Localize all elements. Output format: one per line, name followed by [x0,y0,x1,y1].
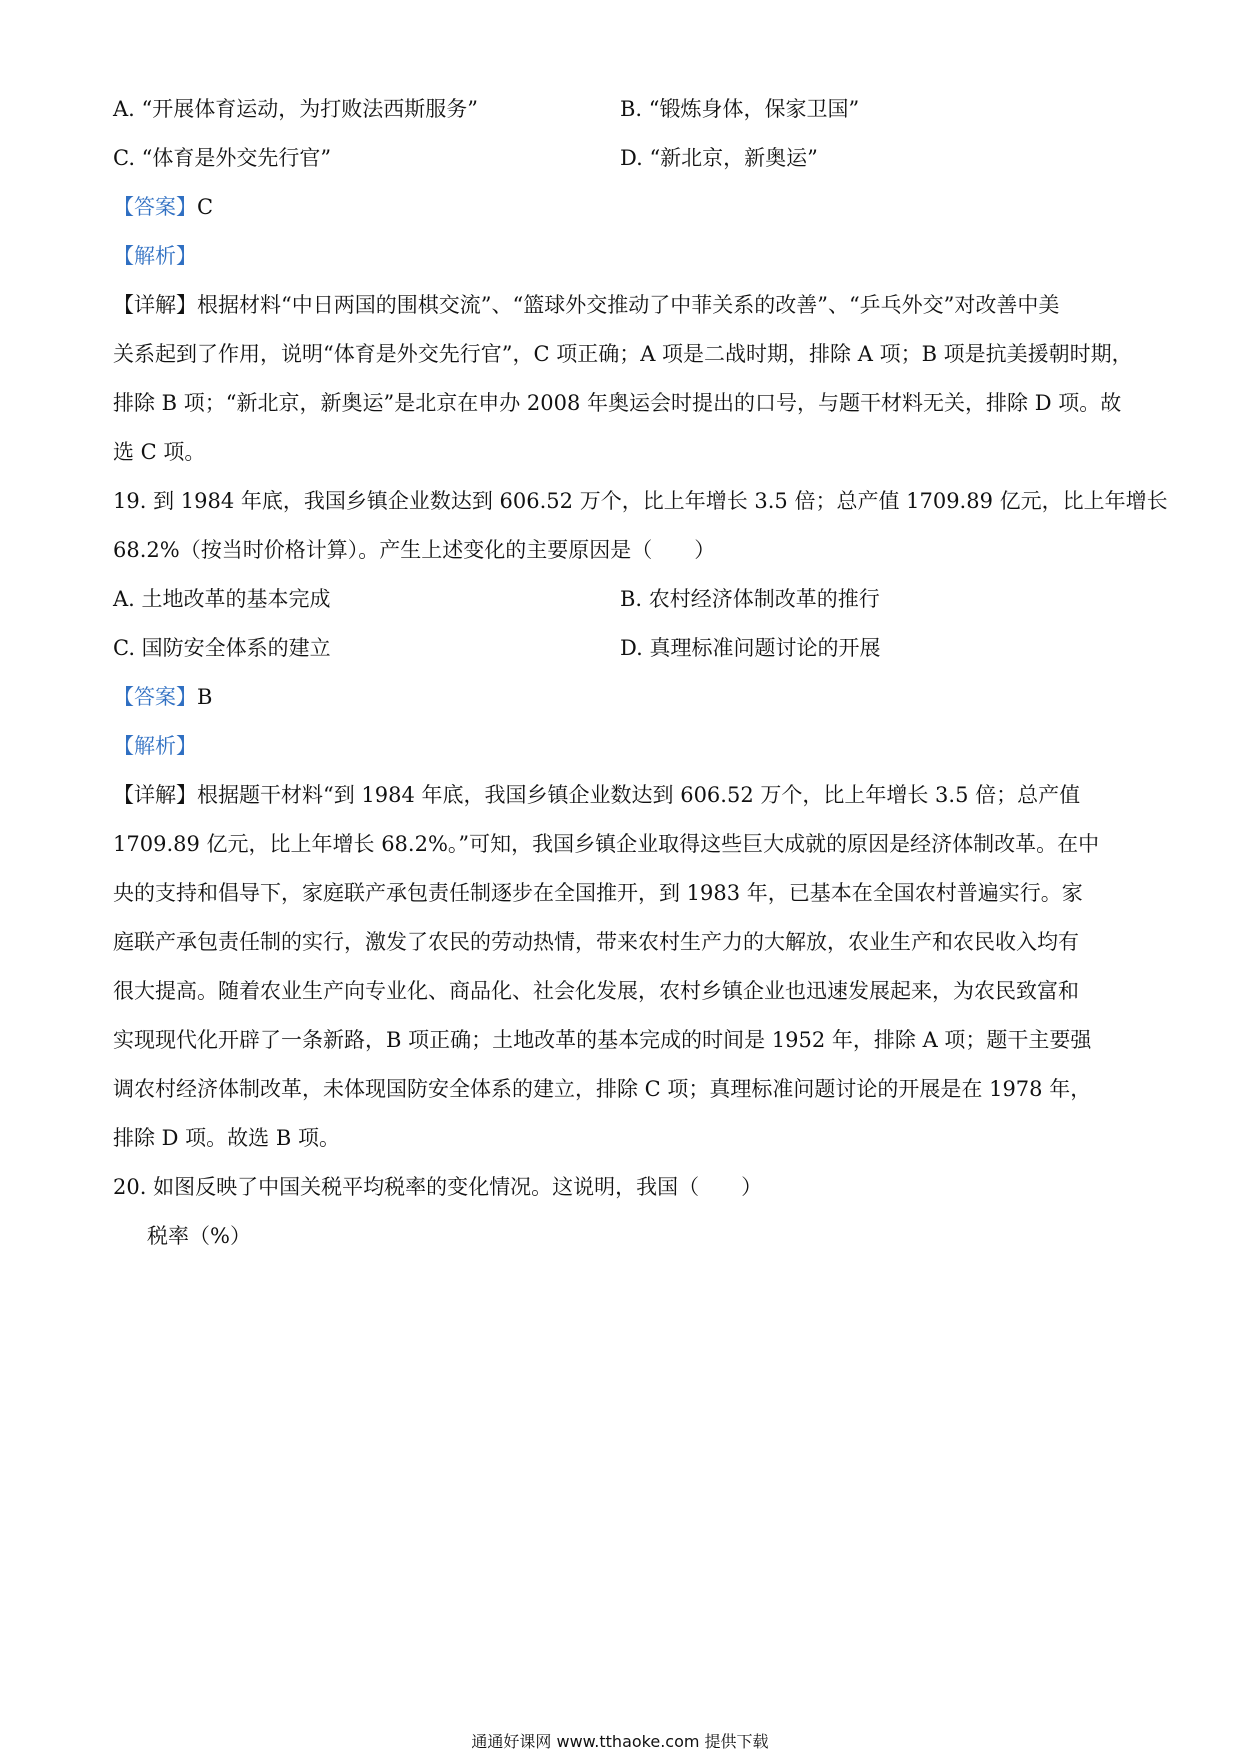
q18-analysis [113,242,1133,270]
q19-detail-line: 调农村经济体制改革，未体现国防安全体系的建立，排除 C 项；真理标准问题讨论的开展是在 1978 年， [113,1077,1092,1101]
q18-option-d: D. “新北京，新奥运” [620,146,818,170]
q18-detail-line: 关系起到了作用，说明“体育是外交先行官”，C 项正确；A 项是二战时期，排除 A 项；B 项是抗美援朝时期， [113,342,1133,366]
q19-option-c: C. 国防安全体系的建立 [113,636,331,660]
q18-detail-line: 选 C 项。 [113,440,206,464]
q19-detail-line: 庭联产承包责任制的实行，激发了农民的劳动热情，带来农村生产力的大解放，农业生产和农民收入均有 [113,930,1079,954]
q19-answer [113,683,1133,711]
answer-value: B [197,685,213,709]
q19-stem-line: 19. 到 1984 年底，我国乡镇企业数达到 606.52 万个，比上年增长 3.5 倍；总产值 1709.89 亿元，比上年增长 [113,489,1168,513]
q20-stem: 20. 如图反映了中国关税平均税率的变化情况。这说明，我国（ ） [113,1175,763,1199]
q18-option-c: C. “体育是外交先行官” [113,146,332,170]
q19-detail-line [113,781,1133,809]
q19-option-a: A. 土地改革的基本完成 [113,587,331,611]
detail-text: 根据材料“中日两国的围棋交流”、“篮球外交推动了中菲关系的改善”、“乒乓外交”对改善中美 [197,293,1060,317]
q18-option-a: A. “开展体育运动，为打败法西斯服务” [113,97,478,121]
q19-detail-line: 很大提高。随着农业生产向专业化、商品化、社会化发展，农村乡镇企业也迅速发展起来，为农民致富和 [113,979,1079,1003]
q19-detail-line: 央的支持和倡导下，家庭联产承包责任制逐步在全国推开，到 1983 年，已基本在全国农村普遍实行。家 [113,881,1083,905]
answer-value: C [197,195,214,219]
detail-tag: 【详解】 [113,783,197,807]
q19-detail-line: 实现现代化开辟了一条新路，B 项正确；土地改革的基本完成的时间是 1952 年，排除 A 项；题干主要强 [113,1028,1092,1052]
q19-option-d: D. 真理标准问题讨论的开展 [620,636,881,660]
detail-tag: 【详解】 [113,293,197,317]
q19-analysis [113,732,1133,760]
q20-chart-axis-label: 税率（%） [147,1224,251,1248]
q19-detail-line: 1709.89 亿元，比上年增长 68.2%。”可知，我国乡镇企业取得这些巨大成就的原因是经济体制改革。在中 [113,832,1100,856]
q19-detail-line: 排除 D 项。故选 B 项。 [113,1126,340,1150]
q19-option-b: B. 农村经济体制改革的推行 [620,587,880,611]
answer-tag: 【答案】 [113,195,197,219]
q18-detail-line [113,291,1133,319]
analysis-tag: 【解析】 [113,734,197,758]
q18-detail-line: 排除 B 项；“新北京，新奥运”是北京在申办 2008 年奥运会时提出的口号，与题干材料无关，排除 D 项。故 [113,391,1122,415]
q18-answer [113,193,1133,221]
q18-option-b: B. “锻炼身体，保家卫国” [620,97,860,121]
q19-stem-line: 68.2%（按当时价格计算）。产生上述变化的主要原因是（ ） [113,538,716,562]
analysis-tag: 【解析】 [113,244,197,268]
footer-watermark: 通通好课网 www.tthaoke.com 提供下载 [471,1732,769,1751]
detail-text: 根据题干材料“到 1984 年底，我国乡镇企业数达到 606.52 万个，比上年增长 3.5 倍；总产值 [197,783,1081,807]
answer-tag: 【答案】 [113,685,197,709]
